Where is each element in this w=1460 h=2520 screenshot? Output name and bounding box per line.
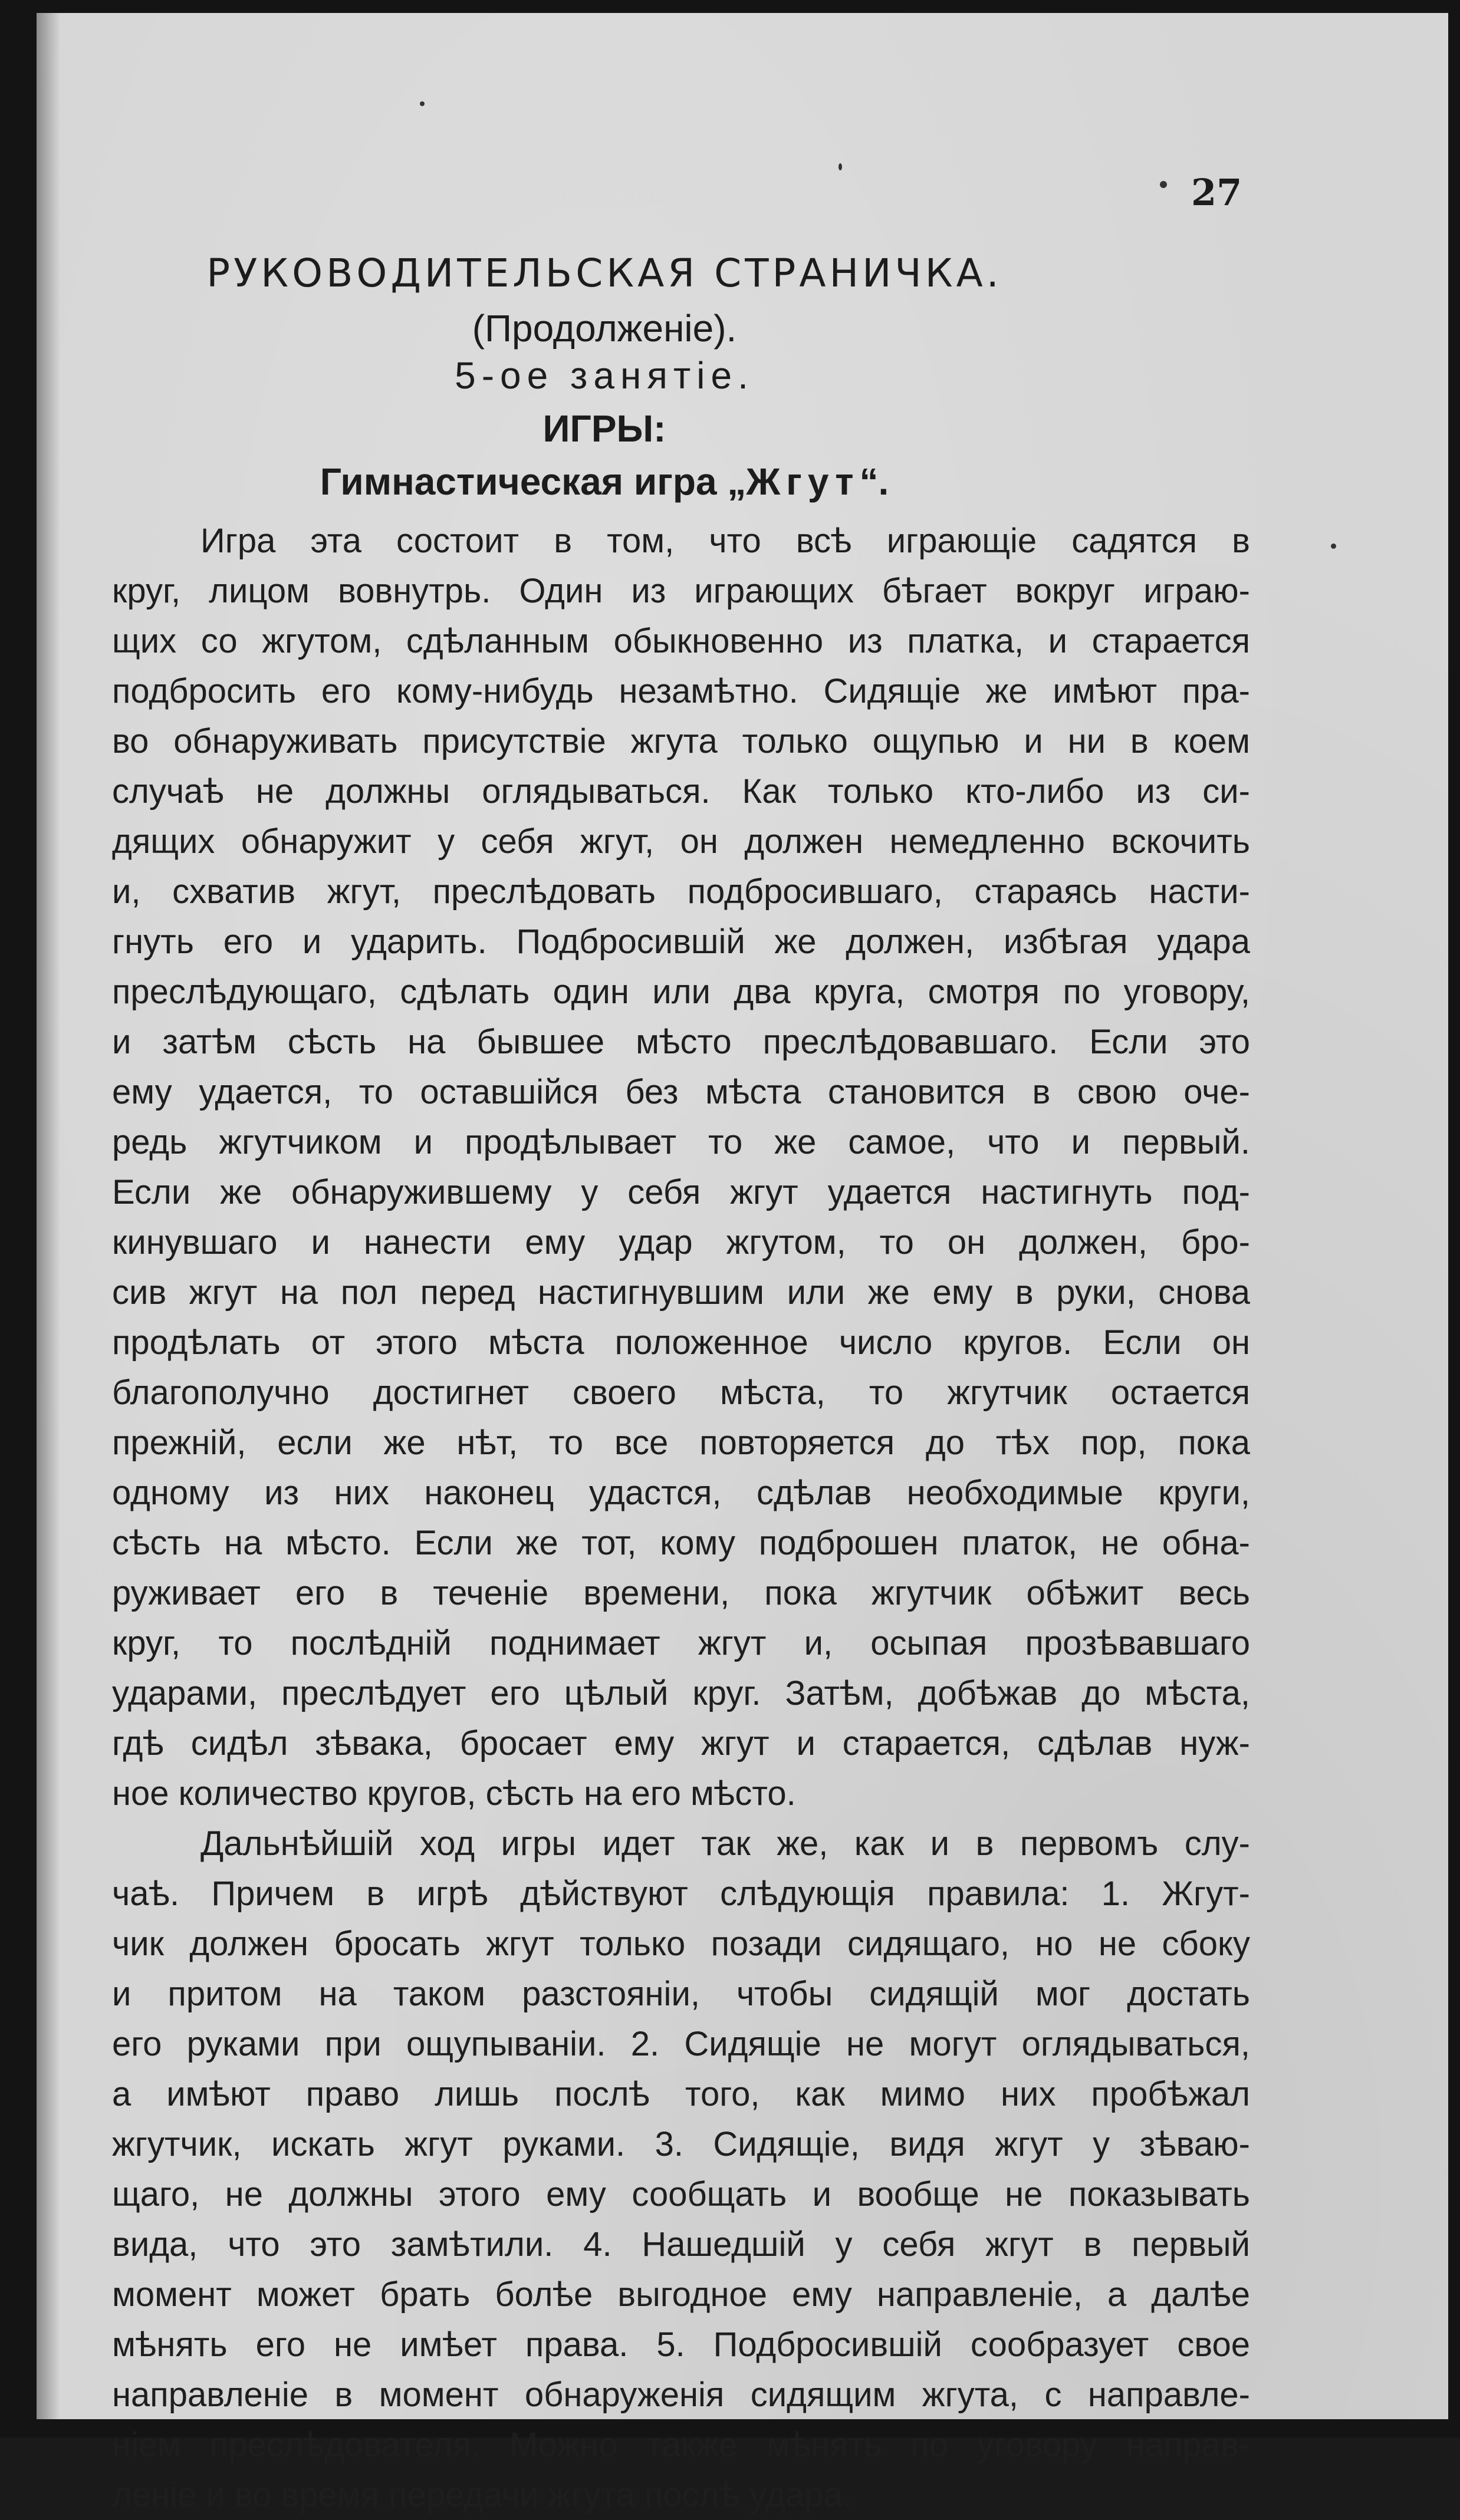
text-line: круг, лицом вовнутрь. Один из играющих бѣгает вокруг играю-	[112, 572, 1250, 610]
page-number: 27	[1191, 171, 1242, 214]
text-line: Дальнѣйшій ход игры идет так же, как и в первомъ слу-	[200, 1824, 1250, 1863]
text-line: подбросить его кому-нибудь незамѣтно. Сидящіе же имѣют пра-	[112, 672, 1250, 710]
text-line: и притом на таком разстояніи, чтобы сидящій мог достать	[112, 1975, 1250, 2013]
lesson-label: 5-ое занятіе.	[455, 354, 754, 397]
paper-speck	[838, 163, 842, 170]
body-text	[112, 516, 1250, 2520]
text-line: чаѣ. Причем в игрѣ дѣйствуют слѣдующія правила: 1. Жгут-	[112, 1875, 1250, 1913]
paper-speck	[1160, 181, 1167, 188]
text-line: и затѣм сѣсть на бывшее мѣсто преслѣдовавшаго. Если это	[112, 1023, 1250, 1061]
binding-shadow	[37, 13, 60, 2419]
text-line: ное количество кругов, сѣсть на его мѣсто.	[112, 1774, 796, 1813]
text-line: Если же обнаружившему у себя жгут удается настигнуть под-	[112, 1173, 1250, 1211]
section-heading: ИГРЫ:	[542, 407, 666, 450]
text-line: редь жгутчиком и продѣлывает то же самое, что и первый.	[112, 1123, 1250, 1161]
text-line: жгутчик, искать жгут руками. 3. Сидящіе, видя жгут у зѣваю-	[112, 2125, 1250, 2163]
text-line: щих со жгутом, сдѣланным обыкновенно из платка, и старается	[112, 622, 1250, 660]
text-line: благополучно достигнет своего мѣста, то жгутчик остается	[112, 1373, 1250, 1412]
text-line: леніе и во время передачи жгута послѣ удара.	[112, 2476, 852, 2514]
paragraph-1	[112, 516, 1250, 1819]
text-line: чик должен бросать жгут только позади сидящаго, но не сбоку	[112, 1925, 1250, 1963]
text-line: прежній, если же нѣт, то все повторяется до тѣх пор, пока	[112, 1424, 1250, 1462]
text-line: и, схватив жгут, преслѣдовать подбросившаго, стараясь насти-	[112, 872, 1250, 911]
text-line: случаѣ не должны оглядываться. Как только кто-либо из си-	[112, 772, 1250, 811]
text-line: мѣнять его не имѣет права. 5. Подбросившій сообразует свое	[112, 2325, 1250, 2364]
paper-speck	[1331, 543, 1336, 549]
text-line: вида, что это замѣтили. 4. Нашедшій у себя жгут в первый	[112, 2225, 1250, 2264]
game-title-suffix: “.	[859, 460, 889, 503]
text-line: во обнаруживать присутствіе жгута только ощупью и ни в коем	[112, 722, 1250, 760]
game-title-name: Жгут	[746, 460, 860, 503]
text-line: дящих обнаружит у себя жгут, он должен немедленно вскочить	[112, 822, 1250, 861]
text-line: продѣлать от этого мѣста положенное число кругов. Если он	[112, 1323, 1250, 1362]
text-line: а имѣют право лишь послѣ того, как мимо них пробѣжал	[112, 2075, 1250, 2113]
text-line: его руками при ощупываніи. 2. Сидящіе не могут оглядываться,	[112, 2025, 1250, 2063]
text-line: круг, то послѣдній поднимает жгут и, осыпая прозѣвавшаго	[112, 1624, 1250, 1662]
text-line: щаго, не должны этого ему сообщать и вообще не показывать	[112, 2175, 1250, 2213]
text-line: ніем преслѣдователя. Можно также мѣнять по уговору направ-	[112, 2426, 1250, 2464]
text-line: одному из них наконец удастся, сдѣлав необходимые круги,	[112, 1474, 1250, 1512]
text-line: направленіе в момент обнаруженія сидящим жгута, с направле-	[112, 2376, 1250, 2414]
text-line: руживает его в теченіе времени, пока жгутчик обѣжит весь	[112, 1574, 1250, 1612]
text-line: момент может брать болѣе выгодное ему направленіе, а далѣе	[112, 2275, 1250, 2314]
paragraph-2	[112, 1819, 1250, 2520]
text-line: сив жгут на пол перед настигнувшим или же ему в руки, снова	[112, 1273, 1250, 1312]
text-line: сѣсть на мѣсто. Если же тот, кому подброшен платок, не обна-	[112, 1524, 1250, 1562]
text-line: ударами, преслѣдует его цѣлый круг. Затѣм, добѣжав до мѣста,	[112, 1674, 1250, 1712]
text-line: гдѣ сидѣл зѣвака, бросает ему жгут и старается, сдѣлав нуж-	[112, 1724, 1250, 1763]
text-line: гнуть его и ударить. Подбросившій же должен, избѣгая удара	[112, 923, 1250, 961]
text-line: Игра эта состоит в том, что всѣ играющіе садятся в	[200, 522, 1250, 560]
continuation-note: (Продолженіе).	[472, 307, 737, 350]
page-title: РУКОВОДИТЕЛЬСКАЯ СТРАНИЧКА.	[206, 251, 1002, 296]
game-title	[118, 460, 1091, 503]
text-line: кинувшаго и нанести ему удар жгутом, то он должен, бро-	[112, 1223, 1250, 1261]
text-line: преслѣдующаго, сдѣлать один или два круга, смотря по уговору,	[112, 973, 1250, 1011]
game-title-prefix: Гимнастическая игра „	[320, 460, 747, 503]
paper-speck	[420, 101, 425, 106]
text-line: ему удается, то оставшійся без мѣста становится в свою оче-	[112, 1073, 1250, 1111]
